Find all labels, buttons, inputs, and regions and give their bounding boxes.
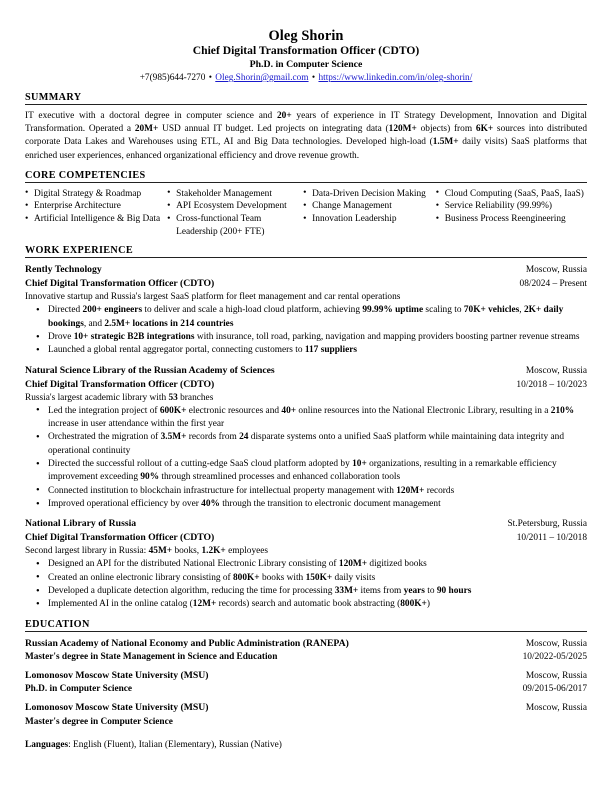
emphasis: 10+ strategic B2B integrations [73, 331, 195, 342]
job-description: Innovative startup and Russia's largest SaaS platform for fleet management and car rental operations [25, 292, 401, 303]
job-location: Moscow, Russia [525, 265, 587, 276]
competency-column-3 [303, 188, 436, 238]
job-organization: National Library of Russia [25, 518, 137, 530]
contact-separator-1: • [208, 73, 212, 83]
emphasis: 90 hours [436, 585, 472, 596]
emphasis: 600K+ [159, 405, 187, 416]
emphasis: 70K+ vehicles [463, 305, 520, 316]
job-bullet: • Created an online electronic library consisting of 800K+ books with 150K+ daily visits [25, 572, 587, 585]
job-bullet: • Improved operational efficiency by over 40% through the transition to electronic document management [25, 498, 587, 511]
job-role: Chief Digital Transformation Officer (CDTO) [25, 378, 215, 390]
emphasis: 33M+ [334, 585, 359, 596]
emphasis: 40+ [281, 405, 297, 416]
job-bullet: • Designed an API for the distributed National Electronic Library consisting of 120M+ digitized books [25, 558, 587, 571]
contact-line [25, 72, 587, 85]
job-role-row [25, 531, 587, 545]
competency-column-1 [25, 188, 167, 238]
competency-item: • Cross-functional Team Leadership (200+ FTE) [167, 213, 303, 238]
job-description: Russia's largest academic library with 53 branches [25, 392, 214, 403]
education-school-row [25, 701, 587, 715]
emphasis: 210% [550, 405, 575, 416]
experience-entry [25, 517, 587, 611]
summary-heading: SUMMARY [25, 92, 82, 103]
job-role: Chief Digital Transformation Officer (CDTO) [25, 532, 215, 544]
candidate-title: Chief Digital Transformation Officer (CDTO) [192, 44, 420, 57]
contact-separator-2: • [311, 73, 316, 83]
education-degree: Ph.D. in Computer Science [25, 684, 132, 695]
emphasis: 117 suppliers [304, 345, 358, 356]
emphasis: 200+ engineers [82, 305, 143, 316]
experience-entry [25, 263, 587, 357]
education-degree-row [25, 651, 587, 664]
job-description: Second largest library in Russia: 45M+ books, 1.2K+ employees [25, 546, 269, 557]
job-bullet: • Directed the successful rollout of a cutting-edge SaaS cloud platform adopted by 10+ organizations, resulting in a remarkable efficiency improvement exceeding 90% through streamlined processes and enhanced collaboration tools [25, 458, 587, 485]
emphasis: 2K+ daily bookings [48, 305, 564, 329]
education-school-row [25, 637, 587, 651]
emphasis: 800K+ [233, 572, 260, 583]
summary-divider [25, 104, 587, 105]
emphasis: 1.5M+ [432, 137, 459, 148]
education-divider [25, 631, 587, 632]
emphasis: 2.5M+ locations in 214 countries [104, 318, 234, 329]
education-degree: Master's degree in Computer Science [25, 716, 173, 727]
job-organization: Rently Technology [25, 264, 102, 276]
languages-label: Languages [25, 739, 69, 750]
job-bullet: • Orchestrated the migration of 3.5M+ records from 24 disparate systems onto a unified SaaS platform while maintaining data integrity and operational continuity [25, 431, 587, 458]
education-dates: 10/2022-05/2025 [522, 651, 587, 662]
emphasis: 40% [201, 498, 220, 509]
job-dates: 10/2011 – 10/2018 [516, 533, 587, 544]
job-bullet: • Connected institution to blockchain infrastructure for intellectual property management with 120M+ records [25, 485, 587, 498]
emphasis: 12M+ [192, 599, 217, 610]
job-dates: 10/2018 – 10/2023 [516, 379, 587, 390]
competencies-divider [25, 182, 587, 183]
summary-text: IT executive with a doctoral degree in computer science and 20+ years of experience in IT Strategy Development, Innovation and Digital Transformation. Operated a 20M+ USD annual IT budget. Led projects on integrating data (120M+ objects) from 6K+ sources into distributed corporate Data Lakes and Warehouses using ETL, AI and Big Data technologies. Developed high-load (1.5M+ daily visits) SaaS platforms that enriched user experiences, enhanced organizational efficiency and drove revenue growth. [25, 111, 587, 161]
emphasis: 3.5M+ [160, 432, 187, 443]
linkedin-link[interactable]: https://www.linkedin.com/in/oleg-shorin/ [318, 73, 473, 83]
education-degree: Master's degree in State Management in Science and Education [25, 651, 278, 662]
competency-item: • Change Management [303, 200, 436, 213]
competencies-grid [25, 188, 587, 238]
candidate-credential: Ph.D. in Computer Science [249, 59, 363, 70]
emphasis: 800K+ [400, 599, 427, 610]
languages-line [25, 739, 587, 752]
emphasis: 120M+ [388, 124, 417, 135]
job-org-row [25, 263, 587, 277]
education-entry [25, 637, 587, 664]
competency-item: • Service Reliability (99.99%) [436, 200, 587, 213]
job-bullet: • Drove 10+ strategic B2B integrations with insurance, toll road, parking, navigation and mapping providers boosting partner revenue streams [25, 331, 587, 344]
emphasis: 20M+ [134, 124, 159, 135]
competency-item: • Enterprise Architecture [25, 200, 167, 213]
emphasis: 20+ [276, 111, 292, 121]
candidate-name: Oleg Shorin [268, 28, 344, 44]
education-school: Lomonosov Moscow State University (MSU) [25, 669, 209, 681]
job-bullet: • Directed 200+ engineers to deliver and scale a high-load cloud platform, achieving 99.99% uptime scaling to 70K+ vehicles, 2K+ daily bookings, and 2.5M+ locations in 214 countries [25, 304, 587, 331]
job-location: St.Petersburg, Russia [507, 519, 587, 530]
emphasis: 1.2K+ [201, 546, 226, 557]
job-role-row [25, 378, 587, 392]
competency-item: • API Ecosystem Development [167, 200, 303, 213]
education-location: Moscow, Russia [525, 638, 587, 649]
languages-value: : English (Fluent), Italian (Elementary), Russian (Native) [68, 739, 282, 750]
emphasis: 6K+ [475, 124, 494, 135]
emphasis: 24 [239, 432, 249, 443]
job-bullet: • Developed a duplicate detection algorithm, reducing the time for processing 33M+ items from years to 90 hours [25, 585, 587, 598]
competency-item: • Stakeholder Management [167, 188, 303, 201]
education-location: Moscow, Russia [525, 670, 587, 681]
competency-item: • Data-Driven Decision Making [303, 188, 436, 201]
education-heading: EDUCATION [25, 618, 90, 630]
emphasis: 120M+ [396, 485, 425, 496]
job-org-row [25, 364, 587, 378]
education-list [25, 637, 587, 729]
education-entry [25, 701, 587, 728]
job-role-row [25, 277, 587, 291]
emphasis: 53 [168, 392, 178, 403]
job-location: Moscow, Russia [525, 365, 587, 376]
competency-item: • Cloud Computing (SaaS, PaaS, IaaS) [436, 188, 587, 201]
job-organization: Natural Science Library of the Russian Academy of Sciences [25, 364, 275, 376]
competency-item: • Digital Strategy & Roadmap [25, 188, 167, 201]
job-role: Chief Digital Transformation Officer (CDTO) [25, 278, 215, 290]
experience-heading: WORK EXPERIENCE [25, 245, 133, 257]
competencies-heading: CORE COMPETENCIES [25, 169, 146, 181]
education-entry [25, 669, 587, 696]
education-school: Lomonosov Moscow State University (MSU) [25, 702, 209, 714]
job-bullet: • Launched a global rental aggregator portal, connecting customers to 117 suppliers [25, 344, 587, 357]
experience-divider [25, 257, 587, 258]
job-dates: 08/2024 – Present [519, 279, 587, 290]
education-school-row [25, 669, 587, 683]
education-dates: 09/2015-06/2017 [522, 684, 587, 695]
email-link[interactable]: Oleg.Shorin@gmail.com [215, 73, 309, 83]
phone-text: +7(985)644-7270 [139, 73, 206, 83]
competency-item: • Artificial Intelligence & Big Data [25, 213, 167, 226]
job-org-row [25, 517, 587, 531]
job-bullet: • Implemented AI in the online catalog (12M+ records) search and automatic book abstracting (800K+) [25, 598, 587, 611]
emphasis: 45M+ [148, 546, 173, 557]
job-bullet: • Led the integration project of 600K+ electronic resources and 40+ online resources into the National Electronic Library, resulting in a 210% increase in user attendance within the first year [25, 405, 587, 432]
experience-entry [25, 364, 587, 512]
emphasis: 99.99% uptime [362, 305, 424, 316]
emphasis: 150K+ [305, 572, 333, 583]
emphasis: 90% [140, 472, 160, 483]
competency-column-2 [167, 188, 303, 238]
emphasis: 10+ [352, 458, 367, 469]
competency-column-4 [436, 188, 587, 238]
emphasis: 120M+ [338, 559, 368, 570]
resume-header [25, 0, 587, 85]
education-degree-row [25, 683, 587, 696]
emphasis: years [403, 585, 425, 596]
competency-item: • Innovation Leadership [303, 213, 436, 226]
education-location: Moscow, Russia [525, 703, 587, 714]
education-school: Russian Academy of National Economy and Public Administration (RANEPA) [25, 637, 349, 649]
competency-item: • Business Process Reengineering [436, 213, 587, 226]
education-degree-row [25, 716, 587, 729]
experience-list [25, 263, 587, 611]
